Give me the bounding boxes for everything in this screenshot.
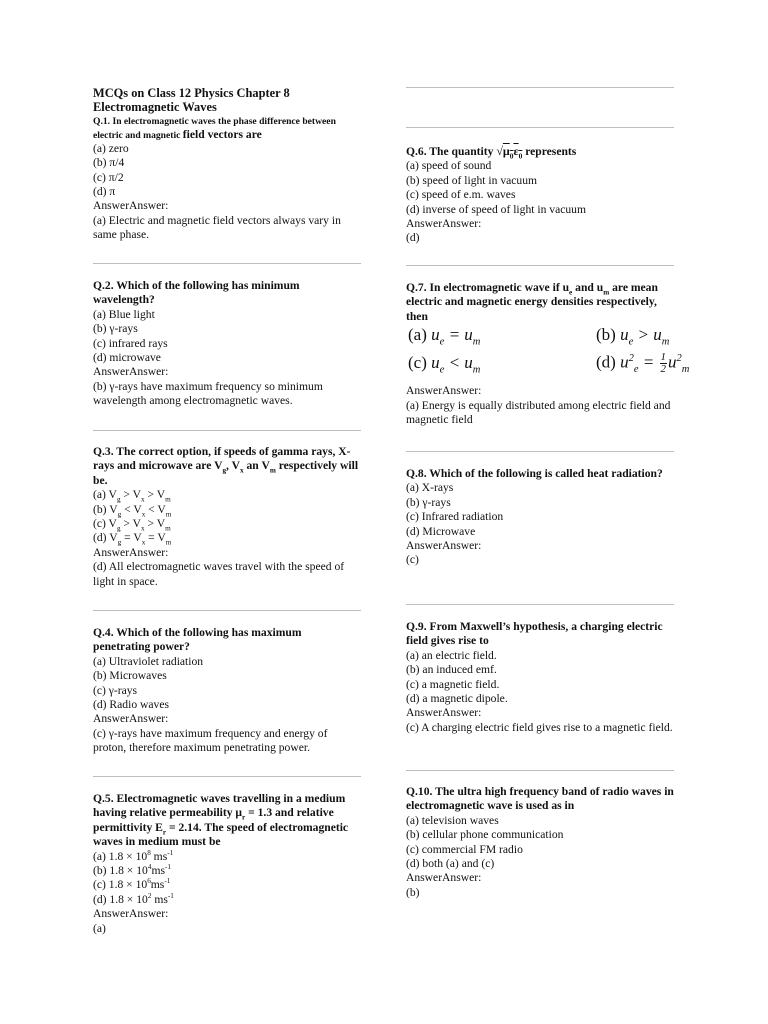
question-8-title: Q.8. Which of the following is called heat radiation? — [406, 467, 663, 480]
option: (d) Microwave — [406, 524, 476, 538]
answer-label: AnswerAnswer: — [93, 907, 169, 921]
option: (c) Infrared radiation — [406, 510, 504, 524]
option: (a) $1.8 \times 10^8$ $ms^{-1}$ — [93, 848, 174, 863]
divider — [406, 770, 674, 771]
question-9 — [406, 620, 674, 735]
question-7-title: Q.7. In electromagnetic wave if $u_e$ and $u_m$ are mean electric and magnetic energy densities respectively, then — [406, 281, 658, 323]
question-3-title: Q.3. The correct option, if speeds of gamma rays, X-rays and microwave are $V_g$, $V_x$ an $V_m$ respectively will be. — [93, 445, 359, 487]
question-2 — [93, 279, 361, 409]
answer-text: (a) — [93, 921, 106, 935]
option: (c) π/2 — [93, 170, 124, 184]
question-8 — [406, 467, 674, 568]
option: (d) inverse of speed of light in vacuum — [406, 202, 586, 216]
option: (a) $V_g > V_x > V_m$ — [93, 488, 171, 504]
divider — [93, 430, 361, 431]
answer-label: AnswerAnswer: — [93, 199, 169, 213]
option: (c) $1.8 \times 10^6ms^{-1}$ — [93, 877, 171, 892]
option: (a) television waves — [406, 813, 499, 827]
divider — [406, 451, 674, 452]
question-3 — [93, 445, 361, 589]
question-10-title: Q.10. The ultra high frequency band of radio waves in electromagnetic wave is used as in — [406, 785, 674, 813]
option: (d) Radio waves — [93, 698, 169, 712]
question-7 — [406, 281, 690, 427]
divider — [93, 776, 361, 777]
answer-label: AnswerAnswer: — [406, 539, 482, 553]
square-root-symbol: $√\mu_0\varepsilon_0$ — [496, 144, 523, 161]
divider — [406, 127, 674, 128]
question-6 — [406, 144, 674, 246]
option: (b) Microwaves — [93, 669, 167, 683]
formula-a: (a) $u_e = u_m$ — [408, 325, 481, 348]
option: (a) X-rays — [406, 481, 454, 495]
answer-label: AnswerAnswer: — [406, 217, 482, 231]
option: (b) π/4 — [93, 156, 125, 170]
divider — [406, 87, 674, 88]
answer-text: (a) Energy is equally distributed among electric field and magnetic field — [406, 398, 671, 427]
fraction: $\frac{1}{2}$ — [660, 351, 667, 376]
formula-d: (d) $u^2_e$ = $\frac{1}{2}$ $u^2_m$ — [596, 351, 690, 376]
option: (b) $1.8 \times 10^4ms^{-1}$ — [93, 863, 171, 878]
option: (a) Blue light — [93, 307, 155, 321]
question-1-title: Q.1. In electromagnetic waves the phase difference between electric and magnetic field vectors are — [93, 115, 336, 141]
answer-text: (b) γ-rays have maximum frequency so minimum wavelength among electromagnetic waves. — [93, 379, 323, 408]
answer-text: (c) γ-rays have maximum frequency and energy of proton, therefore maximum penetrating power. — [93, 726, 328, 755]
option: (d) microwave — [93, 351, 161, 365]
option: (c) speed of e.m. waves — [406, 188, 516, 202]
option: (a) zero — [93, 141, 129, 155]
option: (c) γ-rays — [93, 683, 138, 697]
divider — [406, 604, 674, 605]
answer-text: (b) — [406, 885, 420, 899]
answer-label: AnswerAnswer: — [406, 871, 482, 885]
answer-label: AnswerAnswer: — [406, 706, 482, 720]
option: (b) γ-rays — [93, 322, 138, 336]
answer-label: AnswerAnswer: — [406, 384, 482, 398]
answer-label: AnswerAnswer: — [93, 712, 169, 726]
question-1 — [93, 86, 361, 243]
question-5 — [93, 792, 361, 936]
option: (b) speed of light in vacuum — [406, 173, 538, 187]
option: (d) both (a) and (c) — [406, 857, 495, 871]
divider — [93, 610, 361, 611]
document-title — [93, 86, 361, 115]
formula-c: (c) $u_e < u_m$ — [408, 353, 481, 376]
option: (c) infrared rays — [93, 336, 168, 350]
answer-text: (d) — [406, 231, 420, 245]
option: (c) a magnetic field. — [406, 677, 500, 691]
answer-text: (c) A charging electric field gives rise to a magnetic field. — [406, 720, 673, 734]
question-5-title: Q.5. Electromagnetic waves travelling in a medium having relative permeability $\mu_r = 1.3$ and relative permittivity $E_r = 2.14$. The speed of electromagnetic waves in medium must be — [93, 792, 349, 849]
question-4-title: Q.4. Which of the following has maximum penetrating power? — [93, 626, 302, 654]
question-2-title: Q.2. Which of the following has minimum wavelength? — [93, 279, 300, 307]
option: (d) π — [93, 185, 116, 199]
option: (a) an electric field. — [406, 648, 497, 662]
formula-options — [406, 325, 690, 384]
divider — [406, 265, 674, 266]
option: (d) a magnetic dipole. — [406, 692, 508, 706]
answer-text: (d) All electromagnetic waves travel with the speed of light in space. — [93, 560, 345, 588]
question-4 — [93, 626, 361, 756]
answer-text: (a) Electric and magnetic field vectors always vary in same phase. — [93, 213, 341, 242]
question-9-title: Q.9. From Maxwell’s hypothesis, a charging electric field gives rise to — [406, 620, 663, 648]
option: (b) γ-rays — [406, 495, 451, 509]
document-title-line-1: MCQs on Class 12 Physics Chapter 8 — [93, 86, 290, 100]
option: (b) an induced emf. — [406, 663, 497, 677]
answer-label: AnswerAnswer: — [93, 545, 169, 559]
answer-text: (c) — [406, 553, 419, 567]
question-10 — [406, 785, 674, 900]
divider — [93, 263, 361, 264]
option: (b) $V_g < V_x < V_m$ — [93, 502, 172, 518]
option: (b) cellular phone communication — [406, 828, 564, 842]
formula-b: (b) $u_e > u_m$ — [596, 325, 670, 348]
option: (a) Ultraviolet radiation — [93, 654, 204, 668]
option: (c) commercial FM radio — [406, 842, 523, 856]
answer-label: AnswerAnswer: — [93, 365, 169, 379]
option: (a) speed of sound — [406, 159, 492, 173]
option: (d) $1.8 \times 10^2$ $ms^{-1}$ — [93, 891, 174, 906]
option: (d) $V_g = V_x = V_m$ — [93, 531, 172, 547]
document-title-line-2: Electromagnetic Waves — [93, 100, 217, 115]
question-6-title: Q.6. The quantity $√\mu_0\varepsilon_0$ represents — [406, 144, 577, 161]
option: (c) $V_g > V_x > V_m$ — [93, 517, 171, 533]
